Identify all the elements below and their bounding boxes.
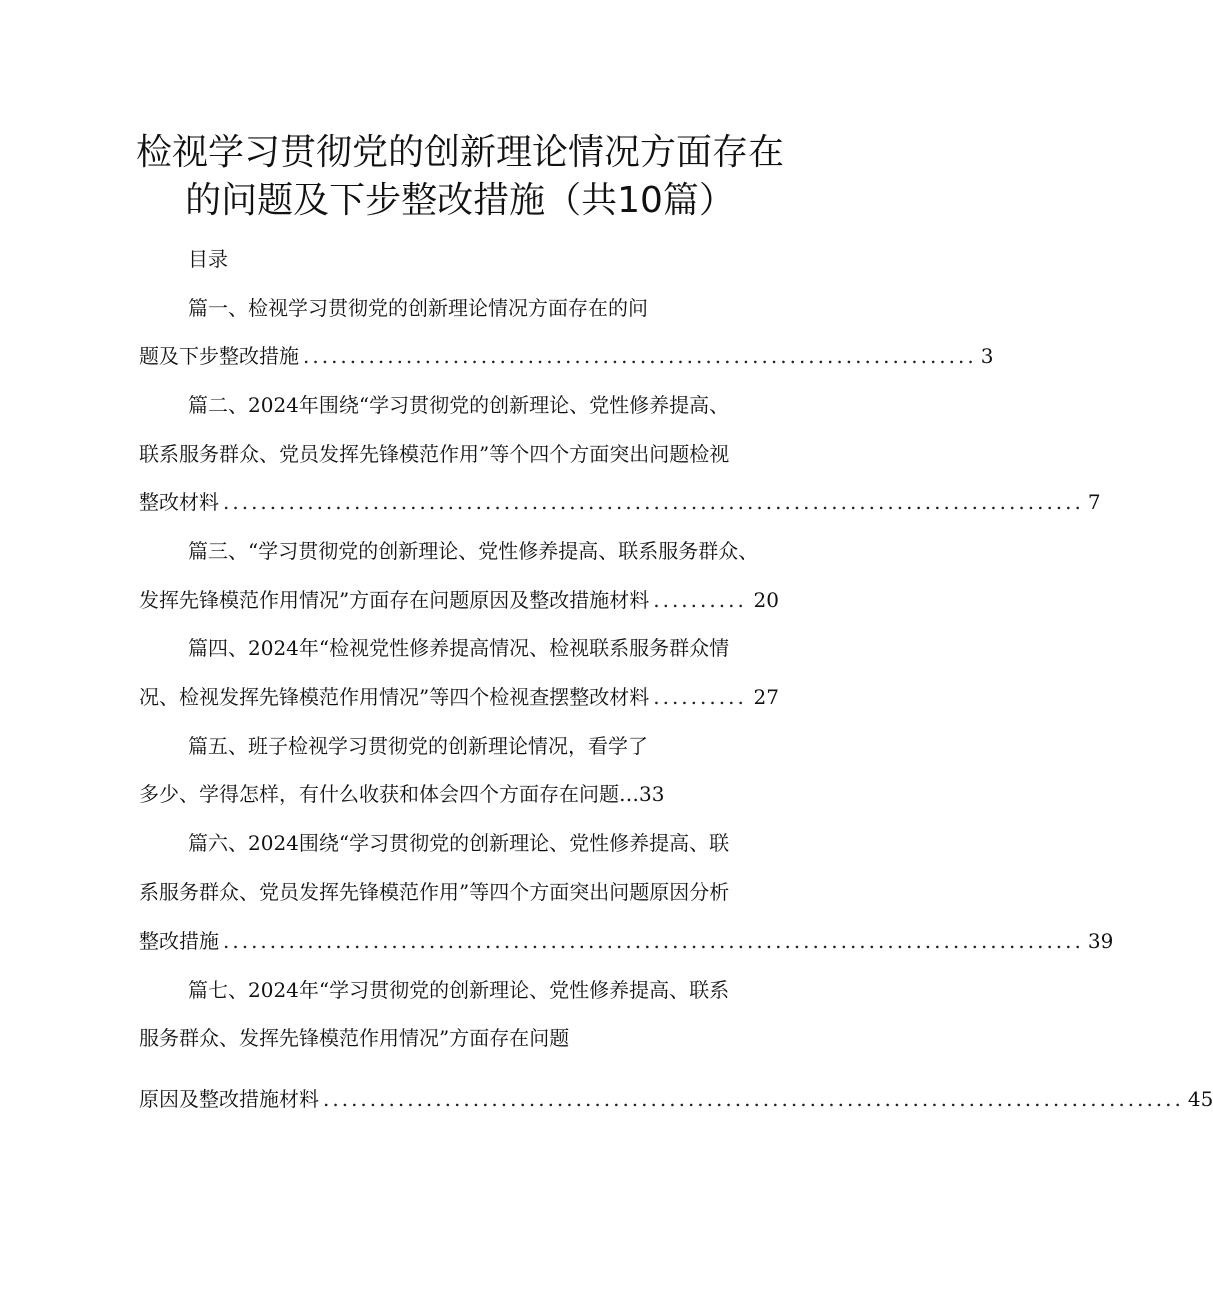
toc-entry-3-line-1: 篇三、“学习贯彻党的创新理论、党性修养提高、联系服务群众、 [188,539,759,563]
leader-dots: ............................................................................................ [223,490,1084,514]
toc-entry-4-page: 27 [753,685,779,709]
leader-dots: ............................................................................................ [323,1087,1184,1111]
leader-dots: .......... [653,685,747,709]
toc-heading: 目录 [188,247,228,271]
toc-entry-7-page: 45 [1187,1087,1213,1111]
toc-entry-6-line-1: 篇六、2024围绕“学习贯彻党的创新理论、党性修养提高、联 [188,831,730,855]
toc-entry-3-leader[interactable] [139,586,779,614]
toc-entry-6-leader[interactable] [139,927,1114,955]
toc-entry-5-line-1: 篇五、班子检视学习贯彻党的创新理论情况，看学了 [188,734,648,758]
toc-entry-2-leader[interactable] [139,488,1101,516]
toc-entry-7-text: 原因及整改措施材料 [139,1087,319,1111]
toc-entry-5-page: 33 [639,782,665,806]
document-title-line-1: 检视学习贯彻党的创新理论情况方面存在 [135,132,784,173]
toc-entry-4-leader[interactable] [139,683,779,711]
toc-entry-6-line-2: 系服务群众、党员发挥先锋模范作用”等四个方面突出问题原因分析 [139,880,730,904]
toc-entry-1-line-1: 篇一、检视学习贯彻党的创新理论情况方面存在的问 [188,296,648,320]
toc-entry-2-page: 7 [1087,490,1101,514]
toc-entry-7-line-1: 篇七、2024年“学习贯彻党的创新理论、党性修养提高、联系 [188,978,730,1002]
leader-dots: ........................................................................ [303,344,977,368]
toc-entry-5-leader[interactable] [139,780,719,808]
leader-dots: .......... [653,588,747,612]
toc-entry-3-text: 发挥先锋模范作用情况”方面存在问题原因及整改措施材料 [139,588,650,612]
toc-entry-7-leader[interactable] [139,1085,1213,1113]
leader-dots: ............................................................................................ [223,929,1084,953]
toc-entry-6-page: 39 [1087,929,1114,953]
toc-entry-3-page: 20 [753,588,779,612]
toc-entry-4-line-1: 篇四、2024年“检视党性修养提高情况、检视联系服务群众情 [188,636,730,660]
toc-entry-2-line-2: 联系服务群众、党员发挥先锋模范作用”等个四个方面突出问题检视 [139,442,730,466]
toc-entry-2-text: 整改材料 [139,490,219,514]
toc-entry-5-text: 多少、学得怎样，有什么收获和体会四个方面存在问题… [139,782,639,806]
toc-entry-2-line-1: 篇二、2024年围绕“学习贯彻党的创新理论、党性修养提高、 [188,393,730,417]
toc-entry-4-text: 况、检视发挥先锋模范作用情况”等四个检视查摆整改材料 [139,685,650,709]
toc-entry-1-leader[interactable] [139,342,994,370]
toc-entry-1-text: 题及下步整改措施 [139,344,299,368]
toc-entry-1-page: 3 [980,344,994,368]
document-title-line-2: 的问题及下步整改措施（共10篇） [185,180,735,221]
toc-entry-7-line-2: 服务群众、发挥先锋模范作用情况”方面存在问题 [139,1026,570,1050]
toc-entry-6-text: 整改措施 [139,929,219,953]
